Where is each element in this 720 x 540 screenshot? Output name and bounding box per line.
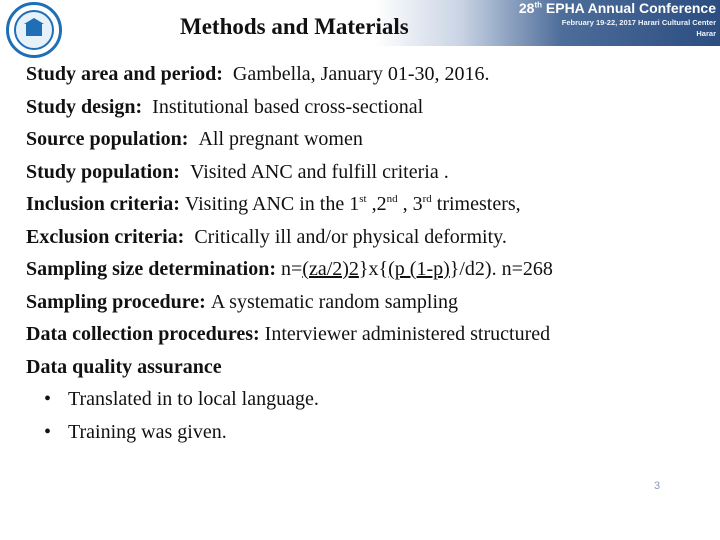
sample-size-text-c: }/d2). n=268: [449, 258, 553, 280]
data-collection-row: [26, 318, 716, 351]
exclusion-criteria-row: [26, 221, 716, 254]
sample-size-label: Sampling size determination:: [26, 258, 276, 280]
slide-content: [26, 58, 716, 448]
sample-size-text-b: }x{: [358, 258, 389, 280]
data-collection-value: Interviewer administered structured: [264, 323, 551, 345]
conference-name: EPHA Annual Conference: [545, 0, 716, 16]
study-design-value: Institutional based cross-sectional: [152, 95, 424, 118]
inclusion-text-a: Visiting ANC in the 1: [184, 193, 360, 215]
inclusion-criteria-row: [26, 188, 716, 221]
conference-title: [519, 0, 716, 16]
sampling-procedure-row: [26, 286, 716, 319]
data-collection-label: Data collection procedures:: [26, 323, 260, 345]
data-quality-row: [26, 351, 716, 384]
inclusion-sup-rd: rd: [422, 193, 432, 205]
bullet-text-translated: Translated in to local language.: [68, 388, 319, 410]
exclusion-criteria-label: Exclusion criteria:: [26, 225, 185, 248]
data-quality-label: Data quality assurance: [26, 355, 222, 378]
source-population-value: All pregnant women: [198, 128, 363, 150]
sample-size-formula-z: (za/2)2: [302, 258, 359, 280]
conference-edition-suffix: th: [534, 0, 542, 10]
sample-size-formula-p: (p (1-p): [388, 258, 450, 280]
inclusion-sup-st: st: [359, 193, 367, 205]
conference-place: Harar: [696, 29, 716, 38]
study-area-row: [26, 58, 716, 91]
inclusion-criteria-label: Inclusion criteria:: [26, 193, 180, 215]
slide-title: Methods and Materials: [180, 14, 409, 39]
inclusion-text-b: ,2: [366, 193, 387, 215]
source-population-label: Source population:: [26, 128, 189, 150]
study-population-label: Study population:: [26, 160, 180, 183]
page-number: 3: [654, 480, 661, 492]
study-design-label: Study design:: [26, 95, 143, 118]
sample-size-text-a: n=: [281, 258, 303, 280]
bullet-item: [26, 416, 716, 449]
bullet-icon: •: [44, 388, 52, 410]
study-population-row: [26, 156, 716, 189]
study-area-label: Study area and period:: [26, 63, 223, 85]
bullet-item: [26, 383, 716, 416]
inclusion-text-c: , 3: [397, 193, 423, 215]
logo-building-icon: [26, 23, 42, 36]
sampling-procedure-value: A systematic random sampling: [210, 290, 459, 313]
inclusion-text-d: trimesters,: [431, 193, 521, 215]
conference-edition-number: 28: [518, 0, 535, 16]
bullet-text-training: Training was given.: [68, 420, 227, 443]
inclusion-sup-nd: nd: [386, 193, 398, 205]
bullet-icon: •: [44, 420, 52, 443]
study-area-value: Gambella, January 01-30, 2016.: [232, 63, 490, 85]
study-design-row: [26, 91, 716, 124]
sample-size-row: [26, 253, 716, 286]
association-logo: [6, 2, 62, 58]
sampling-procedure-label: Sampling procedure:: [26, 290, 206, 313]
exclusion-criteria-value: Critically ill and/or physical deformity.: [194, 225, 507, 248]
study-population-value: Visited ANC and fulfill criteria .: [189, 160, 449, 183]
logo-emblem-icon: [14, 10, 54, 50]
conference-dates: February 19-22, 2017 Harari Cultural Center: [561, 18, 716, 27]
source-population-row: [26, 123, 716, 156]
